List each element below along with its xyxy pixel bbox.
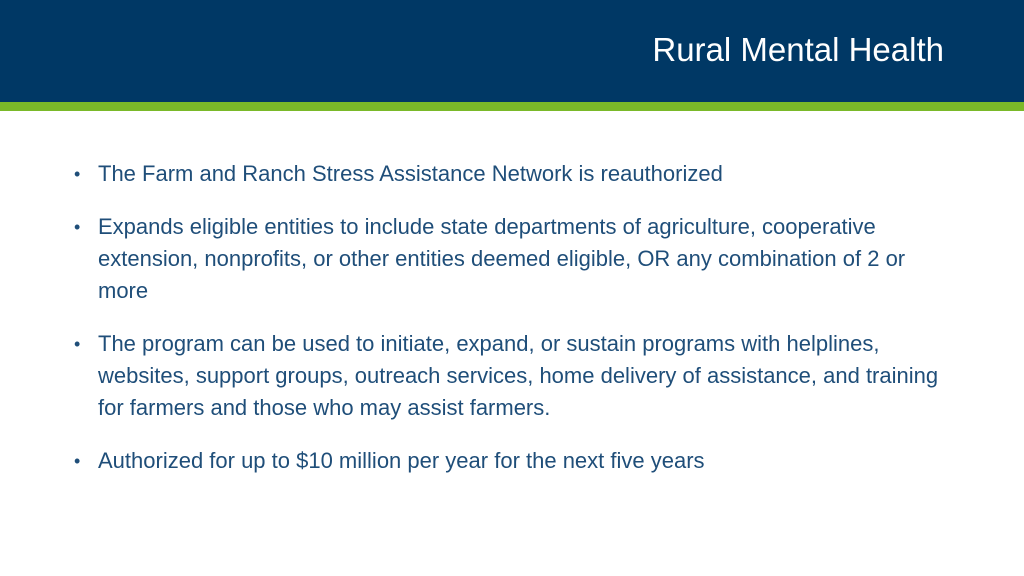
bullet-text: The Farm and Ranch Stress Assistance Network is reauthorized xyxy=(98,161,723,186)
bullet-item xyxy=(72,211,942,307)
bullet-text: Expands eligible entities to include state departments of agriculture, cooperative extension, nonprofits, or other entities deemed eligible, OR any combination of 2 or more xyxy=(98,214,906,303)
accent-stripe xyxy=(0,102,1024,111)
bullet-marker: • xyxy=(74,164,81,184)
bullet-item xyxy=(72,328,942,424)
bullet-marker: • xyxy=(74,334,81,354)
bullet-item xyxy=(72,158,942,190)
slide-title: Rural Mental Health xyxy=(652,31,944,68)
bullet-list xyxy=(72,158,942,498)
bullet-text: Authorized for up to $10 million per year for the next five years xyxy=(98,448,705,473)
bullet-item xyxy=(72,445,942,477)
bullet-marker: • xyxy=(74,217,81,237)
bullet-marker: • xyxy=(74,451,81,471)
bullet-text: The program can be used to initiate, expand, or sustain programs with helplines, websites, support groups, outreach services, home delivery of assistance, and training for farmers and those who may assist farmers. xyxy=(98,331,939,420)
